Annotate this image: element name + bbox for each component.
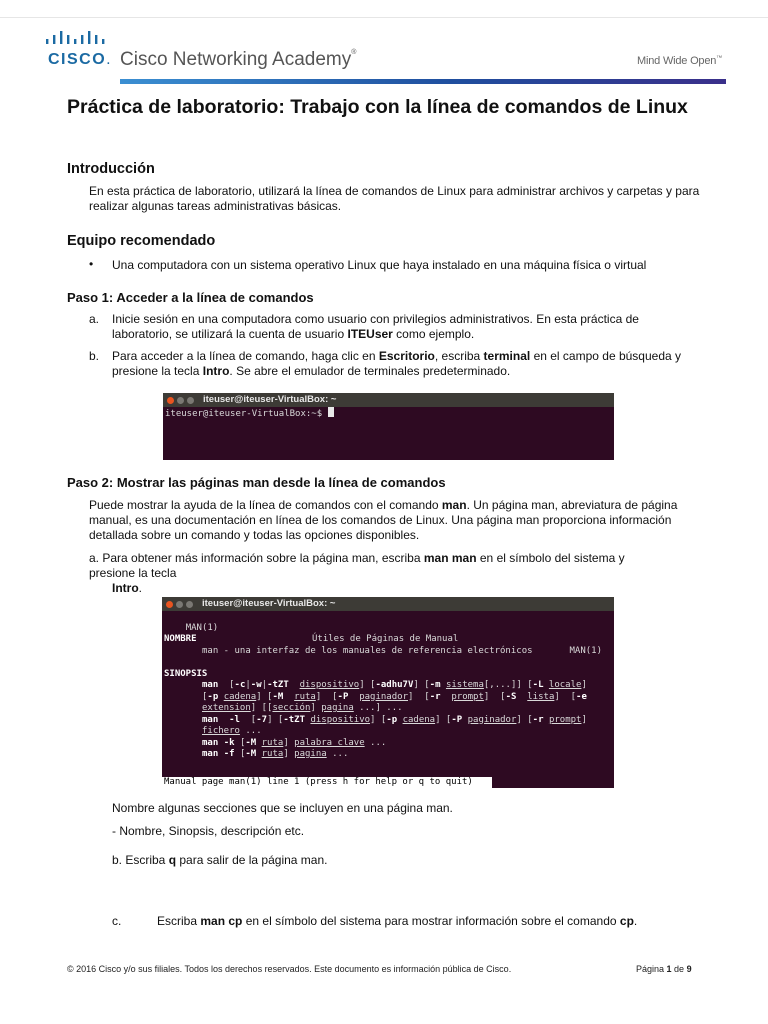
man-status-line: Manual page man(1) line 1 (press h for help or q to quit): [162, 777, 492, 789]
page-title: Práctica de laboratorio: Trabajo con la línea de comandos de Linux: [67, 96, 688, 118]
answer-text: - Nombre, Sinopsis, descripción etc.: [112, 824, 305, 838]
question-text: Nombre algunas secciones que se incluyen en una página man.: [112, 801, 453, 815]
terminal-prompt-line: iteuser@iteuser-VirtualBox:~$: [163, 407, 614, 421]
step2-b-text: b. Escriba q para salir de la página man.: [112, 853, 328, 867]
man-synopsis-line: [-p cadena] [-M ruta] [-P paginador] [-r prompt] [-S lista] [-e: [202, 691, 587, 702]
terminal-title: iteuser@iteuser-VirtualBox: ~: [203, 394, 337, 405]
man-section-sinopsis: SINOPSIS: [164, 668, 208, 679]
step2-a-text: a. Para obtener más información sobre la página man, escriba man man en el símbolo del sistema y presione la tecla Intro.: [89, 551, 625, 595]
step2-c-text: Escriba man cp en el símbolo del sistema para mostrar información sobre el comando cp.: [157, 914, 638, 928]
man-section-nombre: NOMBRE: [164, 634, 197, 644]
terminal-title: iteuser@iteuser-VirtualBox: ~: [202, 598, 336, 609]
equipment-item: Una computadora con un sistema operativo Linux que haya instalado en una máquina física o virtual: [112, 258, 647, 272]
man-header-line: MAN(1) Útiles de Páginas de Manual MAN(1): [185, 622, 602, 656]
cisco-bridge-logo-icon: [46, 31, 118, 49]
header-gradient-bar: [120, 79, 726, 84]
terminal-titlebar: [163, 393, 614, 407]
step1-a-marker: a.: [89, 312, 100, 326]
terminal-screenshot-man-page: [162, 597, 614, 788]
step1-a-text: Inicie sesión en una computadora como usuario con privilegios administrativos. En esta práctica de laboratorio, se utilizará la cuenta de usuario ITEUser como ejemplo.: [112, 312, 639, 341]
equipment-bullet: •: [89, 257, 94, 271]
maximize-icon: [187, 397, 194, 404]
man-synopsis-line: man -k [-M ruta] palabra_clave ...: [202, 737, 387, 748]
intro-heading: Introducción: [67, 161, 155, 177]
step1-b-text: Para acceder a la línea de comando, haga clic en Escritorio, escriba terminal en el campo de búsqueda y presione la tecla Intro. Se abre el emulador de terminales predeterminado.: [112, 349, 682, 378]
minimize-icon: [177, 397, 184, 404]
close-icon: [167, 397, 174, 404]
step2-heading: Paso 2: Mostrar las páginas man desde la línea de comandos: [67, 475, 446, 490]
tagline: Mind Wide Open™: [637, 55, 722, 67]
top-rule: [0, 17, 768, 18]
cisco-logo-wordmark: CISCO.: [48, 51, 113, 68]
man-synopsis-line: fichero ...: [202, 726, 262, 736]
man-synopsis-line: extension] [[sección] pagina ...] ...: [202, 703, 403, 713]
footer-page-number: Página 1 de 9: [636, 964, 692, 974]
man-nombre-text: man - una interfaz de los manuales de referencia electrónicos: [202, 645, 533, 656]
terminal-titlebar: [162, 597, 614, 611]
man-synopsis-line: man -l [-7] [-tZT dispositivo] [-p cadena] [-P paginador] [-r prompt]: [202, 714, 587, 725]
maximize-icon: [186, 601, 193, 608]
intro-text: En esta práctica de laboratorio, utilizará la línea de comandos de Linux para administrar archivos y carpetas y para realizar algunas tareas administrativas básicas.: [89, 184, 700, 213]
man-synopsis-line: man [-c|-w|-tZT dispositivo] [-adhu7V] [-m sistema[,...]] [-L locale]: [202, 680, 587, 690]
cursor-block-icon: [328, 407, 334, 417]
step1-heading: Paso 1: Acceder a la línea de comandos: [67, 290, 314, 305]
close-icon: [166, 601, 173, 608]
step2-intro-text: Puede mostrar la ayuda de la línea de comandos con el comando man. Un página man, abreviatura de página manual, es una documentación en línea de los comandos de Linux. Una página man proporciona información detallada sobre un comando y todas las opciones disponibles.: [89, 498, 678, 542]
minimize-icon: [176, 601, 183, 608]
man-synopsis-line: man -f [-M ruta] pagina ...: [202, 749, 349, 759]
brand-name: Cisco Networking Academy®: [120, 49, 357, 70]
footer-copyright: © 2016 Cisco y/o sus filiales. Todos los derechos reservados. Este documento es información pública de Cisco.: [67, 964, 512, 974]
step1-b-marker: b.: [89, 349, 100, 363]
step2-c-marker: c.: [112, 914, 122, 928]
terminal-screenshot-prompt: [163, 393, 614, 460]
equipment-heading: Equipo recomendado: [67, 233, 216, 249]
